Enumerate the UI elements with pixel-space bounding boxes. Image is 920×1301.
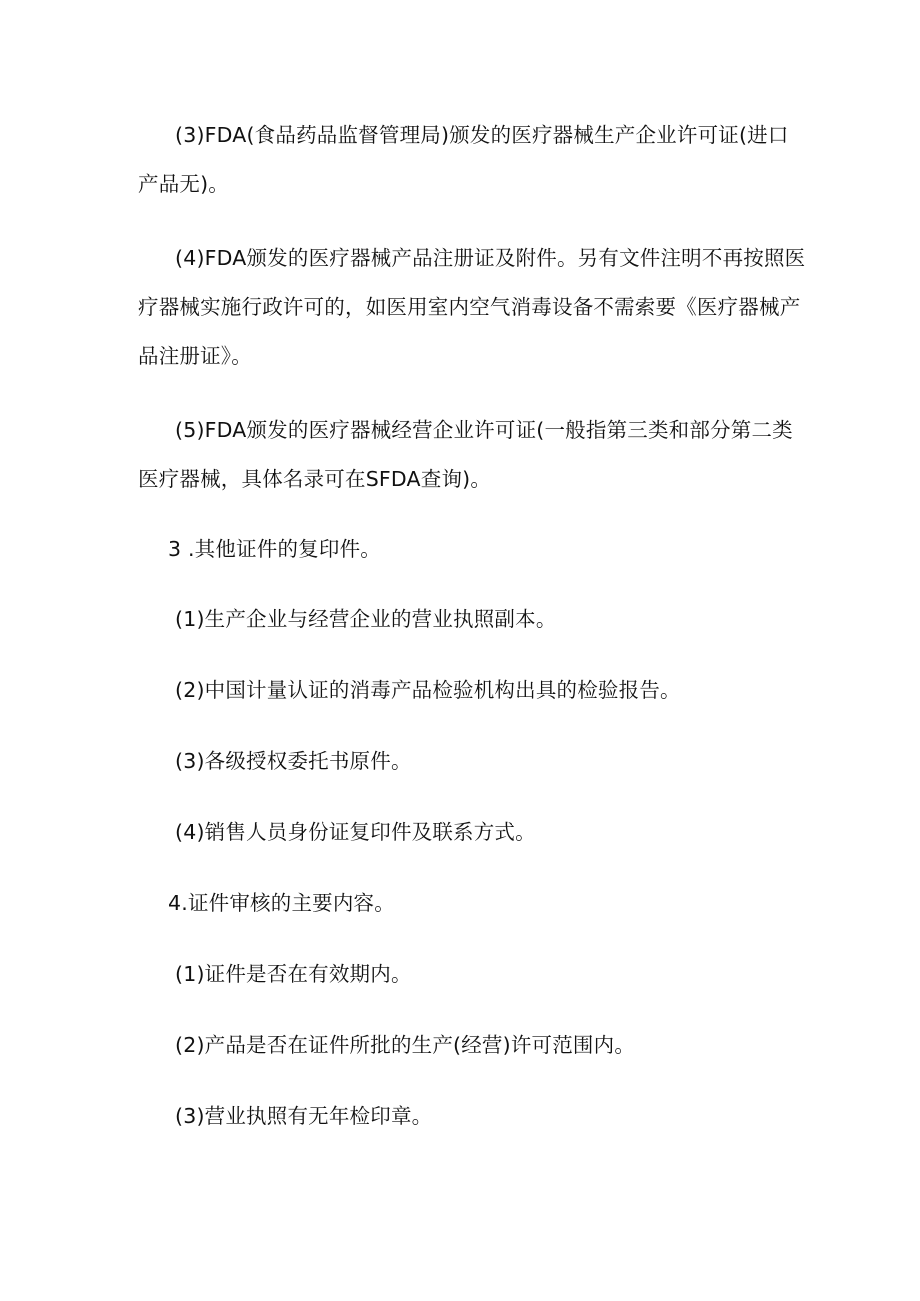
paragraph-3-line-1: (3)FDA(食品药品监督管理局)颁发的医疗器械生产企业许可证(进口 [175,123,789,147]
paragraph-3-line-2: 产品无)。 [138,172,229,196]
list-item: (4)销售人员身份证复印件及联系方式。 [175,820,536,844]
list-item: (3)营业执照有无年检印章。 [175,1104,433,1128]
section-3-heading: 3 .其他证件的复印件。 [168,537,381,561]
paragraph-5-line-2: 医疗器械，具体名录可在SFDA查询)。 [138,467,492,491]
list-item: (1)生产企业与经营企业的营业执照副本。 [175,607,557,631]
paragraph-4-line-3: 品注册证》。 [138,344,252,368]
list-item: (2)中国计量认证的消毒产品检验机构出具的检验报告。 [175,678,681,702]
list-item: (2)产品是否在证件所批的生产(经营)许可范围内。 [175,1033,636,1057]
list-item: (1)证件是否在有效期内。 [175,962,412,986]
paragraph-5-line-1: (5)FDA颁发的医疗器械经营企业许可证(一般指第三类和部分第二类 [175,418,793,442]
section-4-heading: 4.证件审核的主要内容。 [168,891,395,915]
list-item: (3)各级授权委托书原件。 [175,749,412,773]
paragraph-4-line-1: (4)FDA颁发的医疗器械产品注册证及附件。另有文件注明不再按照医 [175,246,806,270]
paragraph-4-line-2: 疗器械实施行政许可的，如医用室内空气消毒设备不需索要《医疗器械产 [138,295,801,319]
